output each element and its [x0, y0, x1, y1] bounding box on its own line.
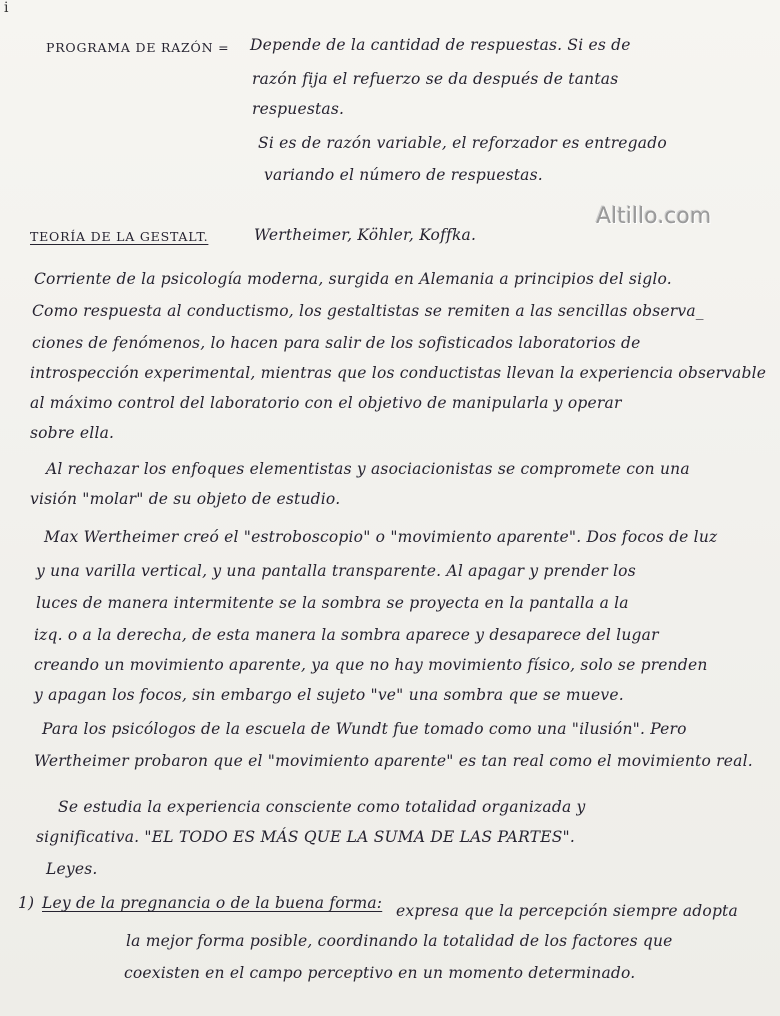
body-line: Al rechazar los enfoques elementistas y asociacionistas se compromete con una	[46, 460, 690, 478]
body-line: luces de manera intermitente se la sombra se proyecta en la pantalla a la	[36, 594, 629, 612]
ley-title: Ley de la pregnancia o de la buena forma:	[42, 894, 383, 912]
body-line: Max Wertheimer creó el "estroboscopio" o "movimiento aparente". Dos focos de luz	[44, 528, 718, 546]
body-line: Se estudia la experiencia consciente como totalidad organizada y	[58, 798, 586, 816]
body-line: Leyes.	[46, 860, 98, 878]
ley-line: expresa que la percepción siempre adopta	[396, 902, 738, 920]
body-line: y una varilla vertical, y una pantalla transparente. Al apagar y prender los	[36, 562, 636, 580]
body-line: visión "molar" de su objeto de estudio.	[30, 490, 341, 508]
ley-number: 1)	[18, 894, 35, 912]
programa-line: Depende de la cantidad de respuestas. Si es de	[250, 36, 631, 54]
programa-line: Si es de razón variable, el reforzador es entregado	[258, 134, 667, 152]
body-line: significativa. "EL TODO ES MÁS QUE LA SUMA DE LAS PARTES".	[36, 828, 575, 846]
programa-line: respuestas.	[252, 100, 345, 118]
body-line: al máximo control del laboratorio con el objetivo de manipularla y operar	[30, 394, 622, 412]
gestalt-heading: TEORÍA DE LA GESTALT.	[30, 229, 209, 244]
ley-line: la mejor forma posible, coordinando la totalidad de los factores que	[126, 932, 673, 950]
body-line: Wertheimer probaron que el "movimiento aparente" es tan real como el movimiento real.	[34, 752, 753, 770]
gestalt-authors: Wertheimer, Köhler, Koffka.	[254, 226, 477, 244]
body-line: y apagan los focos, sin embargo el sujeto "ve" una sombra que se mueve.	[34, 686, 624, 704]
corner-mark: i	[4, 0, 9, 16]
body-line: Como respuesta al conductismo, los gestaltistas se remiten a las sencillas observa_	[32, 302, 704, 320]
body-line: creando un movimiento aparente, ya que no hay movimiento físico, solo se prenden	[34, 656, 708, 674]
body-line: Para los psicólogos de la escuela de Wundt fue tomado como una "ilusión". Pero	[42, 720, 687, 738]
body-line: introspección experimental, mientras que los conductistas llevan la experiencia observable	[30, 364, 767, 382]
body-line: izq. o a la derecha, de esta manera la sombra aparece y desaparece del lugar	[34, 626, 659, 644]
body-line: ciones de fenómenos, lo hacen para salir de los sofisticados laboratorios de	[32, 334, 641, 352]
programa-line: razón fija el refuerzo se da después de tantas	[252, 70, 619, 88]
ley-line: coexisten en el campo perceptivo en un momento determinado.	[124, 964, 636, 982]
body-line: Corriente de la psicología moderna, surgida en Alemania a principios del siglo.	[34, 270, 672, 288]
programa-label: PROGRAMA DE RAZÓN =	[46, 40, 230, 55]
body-line: sobre ella.	[30, 424, 115, 442]
watermark-logo: Altillo.com	[596, 204, 712, 229]
programa-line: variando el número de respuestas.	[264, 166, 543, 184]
